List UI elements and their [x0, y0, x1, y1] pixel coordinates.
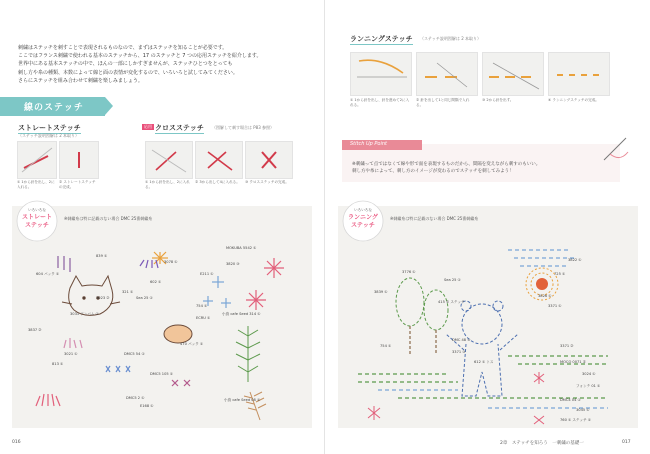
straight-caption-1: ① 1から針を出し、2に入れる。 — [17, 180, 55, 189]
running-caption-3: ③ 2から針を出す。 — [482, 98, 514, 102]
straight-stitch-sub: （ステッチ説明図解は 2 本取り） — [18, 133, 80, 138]
badge-line-2: ステッチ — [351, 222, 375, 229]
running-step-2 — [416, 52, 478, 96]
intro-text — [18, 44, 308, 85]
section-banner — [0, 97, 105, 116]
thread-label: 3021 ① — [64, 352, 78, 356]
thread-label: MOCO 0071 ② — [560, 360, 586, 364]
thread-label: 3371 ③ — [452, 350, 466, 354]
thread-label: DMC5 2 ① — [126, 396, 145, 400]
running-step-2-illustration — [417, 53, 477, 95]
badge-main — [342, 214, 384, 230]
badge-line-2: ステッチ — [25, 222, 49, 229]
thread-label: 3024 ① — [582, 372, 596, 376]
thread-label: 3045 ① — [576, 408, 590, 412]
thread-label: DMC 48 ① — [452, 338, 471, 342]
section-title: 線のステッチ — [24, 103, 84, 113]
cross-step-3 — [245, 141, 293, 179]
thread-label: 813 ① — [52, 362, 64, 366]
applied-tag: 応用 — [144, 124, 152, 129]
cross-step-2-illustration — [196, 142, 242, 178]
thread-label: 3078 ① — [164, 260, 178, 264]
badge-top: いろいろな — [28, 208, 46, 212]
thread-label: 3371 ② — [560, 344, 574, 348]
page-number-right: 017 — [622, 440, 631, 445]
thread-label: 3820 ③ — [226, 262, 240, 266]
thread-label: 470 パック ① — [180, 342, 204, 346]
badge-top: いろいろな — [354, 208, 372, 212]
thread-label: 3822 ① — [568, 258, 582, 262]
straight-step-1 — [17, 141, 57, 179]
thread-label: E211 ① — [200, 272, 214, 276]
straight-step-1-illustration — [18, 142, 56, 178]
thread-label: 小鳥 cafe Seed 08 ① — [224, 398, 261, 402]
thread-label: DMC5 105 ① — [150, 372, 174, 376]
thread-label: 3837 ② — [28, 328, 42, 332]
thread-label: 小鳥 cafe Seed 314 ① — [222, 312, 261, 316]
running-sample-note: ※刺繍糸は特に記載のない場合 DMC 25番刺繍糸 — [390, 216, 479, 221]
cross-stitch-sub: （図解して刺す場合は P83 参照） — [212, 125, 275, 130]
thread-label: DMC5 54 ① — [124, 352, 145, 356]
thread-label: 3826 ① — [538, 294, 552, 298]
running-caption-4: ④ ランニングステッチの完成。 — [548, 98, 599, 102]
straight-step-2-illustration — [60, 142, 98, 178]
thread-label: 760 ① ステッチ ① — [560, 418, 592, 422]
thread-label: 602 ① — [150, 280, 162, 284]
badge-line-1: ストレート — [21, 214, 52, 221]
cross-stitch-title: クロスステッチ — [155, 124, 204, 132]
thread-label: 754 ① — [196, 304, 208, 308]
intro-line: 世界中にある基本ステッチの中で、ほんの一部にしかすぎませんが、ステッチひとつをとっても — [18, 61, 233, 68]
thread-label: 612 ① トス — [474, 360, 494, 364]
running-step-4 — [548, 52, 610, 96]
thread-label: 725 ① — [554, 272, 566, 276]
thread-label: 839 ① — [96, 254, 108, 258]
cross-step-1-illustration — [146, 142, 192, 178]
sample-note: ※刺繍糸は特に記載のない場合 DMC 25番刺繍糸 — [64, 216, 153, 221]
running-sample-badge — [342, 200, 384, 242]
cross-caption-2: ② 3から出して4に入れる。 — [195, 180, 240, 184]
thread-label: 321 ① — [122, 290, 134, 294]
cross-step-3-illustration — [246, 142, 292, 178]
intro-line: 刺し方や糸の種類、本数によって線と面の表情が変化するので、いろいろと試してみてください。 — [18, 69, 238, 76]
straight-stitch-title: ストレートステッチ — [18, 124, 81, 132]
thread-label: 3839 ① — [374, 290, 388, 294]
straight-caption-2: ② ストレートステッチの完成。 — [59, 180, 96, 189]
thread-label: Sea 25 ① — [136, 296, 153, 300]
straight-step-2 — [59, 141, 99, 179]
thread-label: ECRU ① — [196, 316, 211, 320]
intro-line: 刺繍はステッチを刺すことで表現されるものなので、まずはステッチを知ることが必要です。 — [18, 45, 228, 51]
running-step-3-illustration — [483, 53, 543, 95]
badge-main — [16, 214, 58, 230]
needle-icon — [600, 134, 630, 164]
page-number-left: 016 — [12, 440, 21, 445]
cross-step-1 — [145, 141, 193, 179]
running-caption-1: ① 1から針を出し、針を進めて2に入れる。 — [350, 98, 410, 107]
tip-title: Stitch Up Point — [350, 141, 388, 147]
cross-step-2 — [195, 141, 243, 179]
running-step-3 — [482, 52, 544, 96]
running-stitch-sub: （ステッチ説明図解は 2 本取り） — [420, 36, 482, 41]
thread-label: MOKUBA 5542 ① — [226, 246, 257, 250]
intro-line: ここではフランス刺繍で使われる基本のステッチから、17 のステッチと 7 つの応用ステッチを紹介します。 — [18, 53, 262, 60]
badge-line-1: ランニング — [348, 214, 378, 221]
running-caption-2: ② 針を出して1と同じ間隔で入れる。 — [416, 98, 470, 107]
thread-label: 415 ② ステッチ — [438, 300, 465, 304]
thread-label: 3776 ① — [402, 270, 416, 274]
thread-label: 604 パック ① — [36, 272, 60, 276]
tip-text — [352, 161, 612, 175]
thread-label: 3023 ② — [96, 296, 110, 300]
tip-line-2: 刺し方や糸によって、刺し方のイメージが変わるのでステッチを刺してみよう！ — [352, 169, 514, 174]
thread-label: フォンテ 01 ① — [576, 384, 601, 388]
tip-header — [342, 140, 422, 150]
thread-label: 754 ① — [380, 344, 392, 348]
running-step-1-illustration — [351, 53, 411, 95]
running-stitch-title: ランニングステッチ — [350, 35, 413, 43]
cross-caption-1: ① 1から針を出し、2に入れる。 — [145, 180, 190, 189]
tip-line-1: ※刺繍って点ではなくて線や形で面を表現するものだから、間隔を変えながら刺すのもいい。 — [352, 162, 541, 167]
running-step-1 — [350, 52, 412, 96]
running-footer: 2章 ステッチを知ろう 一刺繍の基礎一 — [500, 441, 584, 446]
thread-label: E168 ① — [140, 404, 154, 408]
thread-label: 3031 ワンバム ① — [70, 312, 99, 316]
intro-line: さらにステッチを組み合わせて刺繍を楽しみましょう。 — [18, 77, 143, 84]
running-step-4-illustration — [549, 53, 609, 95]
straight-sample-badge — [16, 200, 58, 242]
thread-label: 3371 ① — [548, 304, 562, 308]
thread-label: Sea 25 ① — [444, 278, 461, 282]
cross-caption-3: ③ クロスステッチの完成。 — [245, 180, 289, 184]
thread-label: DMC4 04 ① — [560, 398, 581, 402]
